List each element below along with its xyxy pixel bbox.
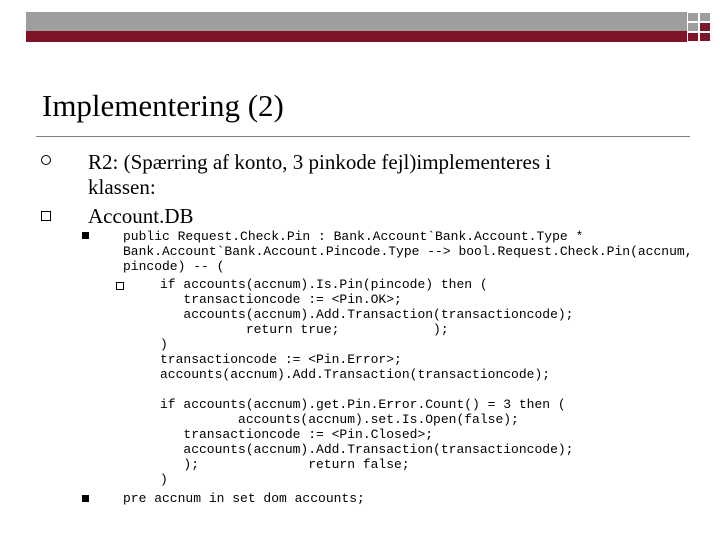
- code-line: accounts(accnum).set.Is.Open(false);: [160, 412, 519, 427]
- small-square-bullet-icon: [116, 282, 124, 290]
- code-line: accounts(accnum).Add.Transaction(transactioncode);: [160, 367, 551, 382]
- code-line: transactioncode := <Pin.Error>;: [160, 352, 402, 367]
- title-divider: [36, 136, 690, 137]
- circle-bullet-icon: [41, 155, 51, 165]
- code-line: pre accnum in set dom accounts;: [123, 491, 365, 506]
- header-bar: [26, 12, 690, 42]
- bullet-text-1a: R2: (Spærring af konto, 3 pinkode fejl)implementeres i: [88, 150, 552, 174]
- code-line: return true; );: [160, 322, 449, 337]
- bullet-text-1b: klassen:: [88, 175, 156, 199]
- code-line: transactioncode := <Pin.Closed>;: [160, 427, 434, 442]
- corner-squares-decoration: [687, 12, 715, 44]
- bullet-text-2: Account.DB: [88, 204, 194, 228]
- filled-square-bullet-icon: [82, 495, 89, 502]
- code-line: Bank.Account`Bank.Account.Pincode.Type --> bool.Request.Check.Pin(accnum,: [123, 244, 693, 259]
- code-line: accounts(accnum).Add.Transaction(transactioncode);: [160, 442, 574, 457]
- filled-square-bullet-icon: [82, 232, 89, 239]
- code-line: if accounts(accnum).get.Pin.Error.Count() = 3 then (: [160, 397, 566, 412]
- header-accent-stripe: [26, 31, 690, 42]
- code-line: public Request.Check.Pin : Bank.Account`Bank.Account.Type *: [123, 229, 584, 244]
- code-line: ): [160, 472, 168, 487]
- code-line: pincode) -- (: [123, 259, 225, 274]
- code-line: transactioncode := <Pin.OK>;: [160, 292, 402, 307]
- code-line: ): [160, 337, 168, 352]
- slide-title: Implementering (2): [42, 88, 284, 123]
- code-line: accounts(accnum).Add.Transaction(transactioncode);: [160, 307, 574, 322]
- code-line: ); return false;: [160, 457, 410, 472]
- code-line: if accounts(accnum).Is.Pin(pincode) then (: [160, 277, 488, 292]
- square-bullet-icon: [41, 211, 51, 221]
